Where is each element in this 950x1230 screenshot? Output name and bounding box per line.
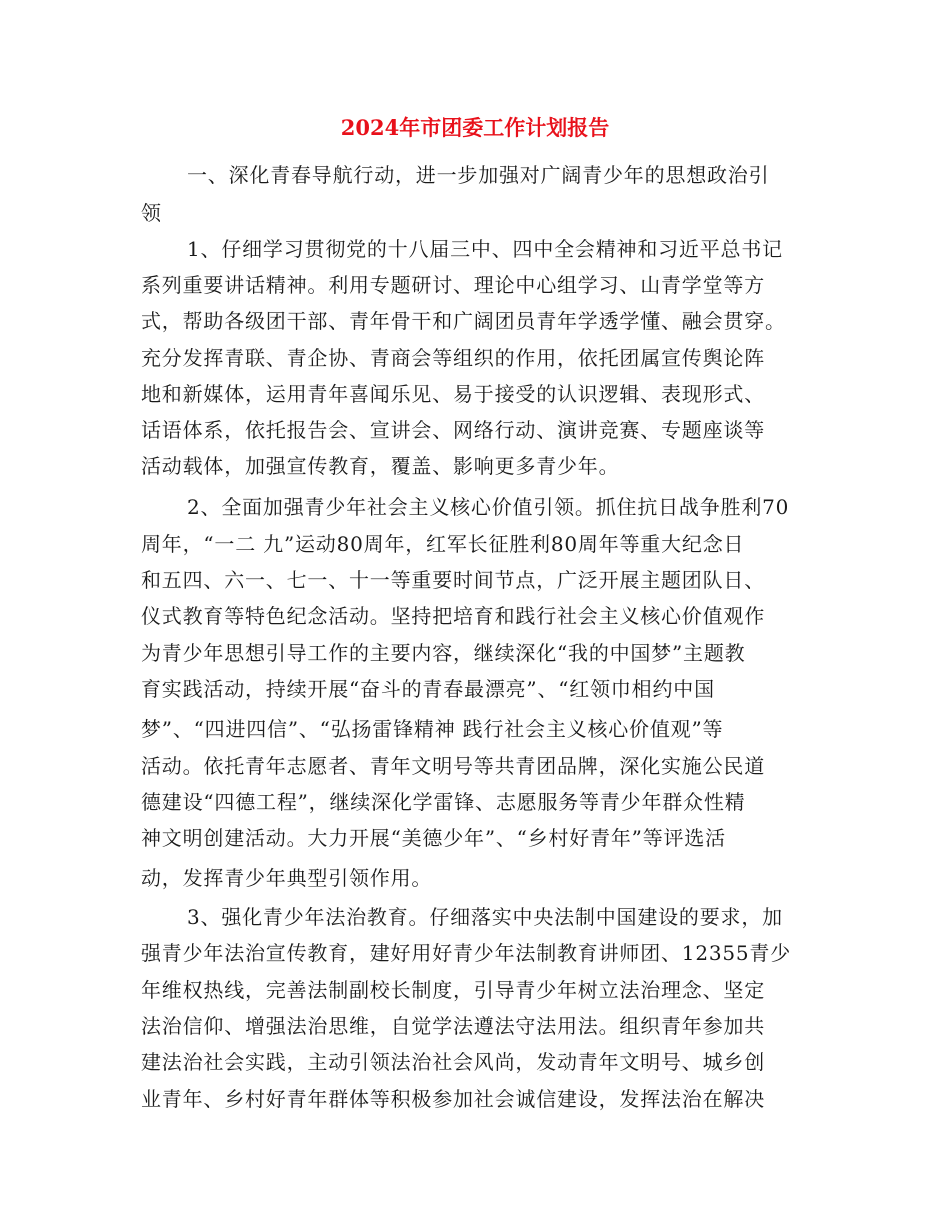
text-line: 充分发挥青联、青企协、青商会等组织的作用，依托团属宣传舆论阵	[141, 346, 765, 370]
text-line: 年维权热线，完善法制副校长制度，引导青少年树立法治理念、坚定	[141, 978, 765, 1002]
text-line: 梦”、“四进四信”、“弘扬雷锋精神 践行社会主义核心价值观”等	[141, 717, 724, 741]
text-line: 系列重要讲话精神。利用专题研讨、理论中心组学习、山青学堂等方	[141, 273, 765, 297]
text-line: 活动。依托青年志愿者、青年文明号等共青团品牌，深化实施公民道	[141, 754, 765, 778]
text-line: 地和新媒体，运用青年喜闻乐见、易于接受的认识逻辑、表现形式、	[141, 382, 765, 406]
text-line: 建法治社会实践，主动引领法治社会风尚，发动青年文明号、城乡创	[141, 1050, 765, 1074]
text-line: 神文明创建活动。大力开展“美德少年”、“乡村好青年”等评选活	[141, 826, 726, 850]
text-line: 法治信仰、增强法治思维，自觉学法遵法守法用法。组织青年参加共	[141, 1014, 765, 1038]
text-line: 话语体系，依托报告会、宣讲会、网络行动、演讲竞赛、专题座谈等	[141, 418, 765, 442]
text-line: 活动载体，加强宣传教育，覆盖、影响更多青少年。	[141, 454, 620, 478]
paragraph-first-line: 3、强化青少年法治教育。仔细落实中央法制中国建设的要求，加	[187, 905, 783, 929]
document-title: 2024年市团委工作计划报告	[340, 115, 610, 140]
text-line: 动，发挥青少年典型引领作用。	[141, 866, 433, 890]
text-line: 仪式教育等特色纪念活动。坚持把培育和践行社会主义核心价值观作	[141, 604, 765, 628]
section-heading-line: 一、深化青春导航行动，进一步加强对广阔青少年的思想政治引	[187, 163, 770, 187]
text-line: 德建设“四德工程”，继续深化学雷锋、志愿服务等青少年群众性精	[141, 790, 746, 814]
paragraph-first-line: 1、仔细学习贯彻党的十八届三中、四中全会精神和习近平总书记	[187, 237, 783, 261]
paragraph-first-line: 2、全面加强青少年社会主义核心价值引领。抓住抗日战争胜利70	[187, 495, 790, 519]
text-line: 业青年、乡村好青年群体等积极参加社会诚信建设，发挥法治在解决	[141, 1087, 765, 1111]
text-line: 式，帮助各级团干部、青年骨干和广阔团员青年学透学懂、融会贯穿。	[141, 309, 786, 333]
text-line: 强青少年法治宣传教育，建好用好青少年法制教育讲师团、12355青少	[141, 941, 792, 965]
text-line: 育实践活动，持续开展“奋斗的青春最漂亮”、“红领巾相约中国	[141, 677, 715, 701]
text-line: 周年，“一二 九”运动80周年，红军长征胜利80周年等重大纪念日	[141, 532, 745, 556]
text-line: 和五四、六一、七一、十一等重要时间节点，广泛开展主题团队日、	[141, 568, 765, 592]
text-line: 为青少年思想引导工作的主要内容，继续深化“我的中国梦”主题教	[141, 641, 746, 665]
text-line: 领	[141, 201, 162, 225]
